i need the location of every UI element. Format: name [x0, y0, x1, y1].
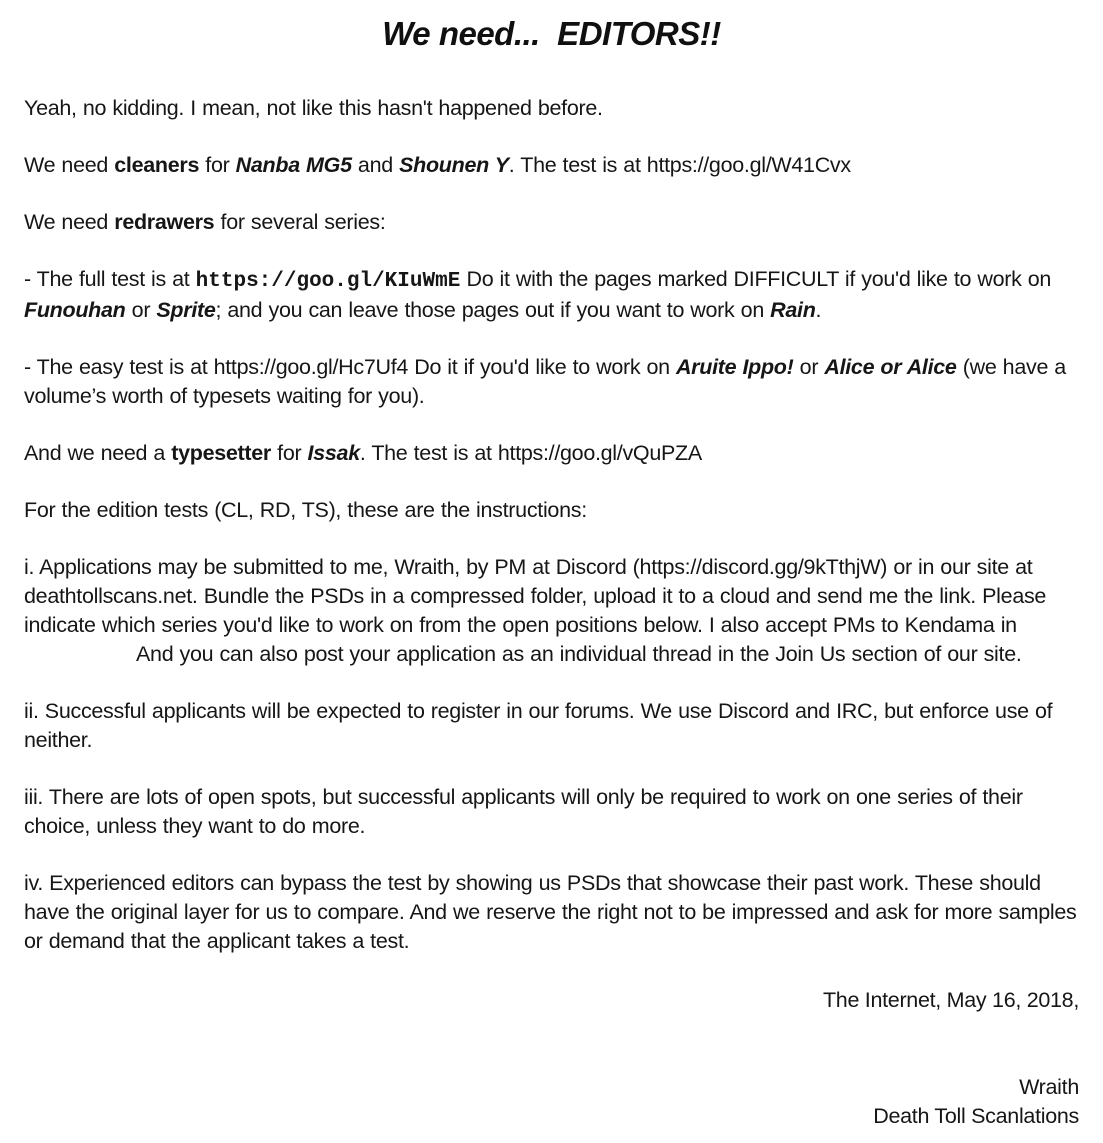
series-title: Alice or Alice [824, 355, 957, 379]
text-segment: i. Applications may be submitted to me, Wraith, by PM at Discord ( [24, 555, 640, 579]
url-text: https://goo.gl/W41Cvx [646, 153, 851, 177]
text-segment: for several series: [214, 210, 386, 234]
text-segment: ) or in our site at deathtollscans.net. Bundle the PSDs in a compressed folder, upload it to a cloud and send me the link. Please indicate which series you'd like to work on from the open positions below. I also accept PMs to Kendama in [24, 555, 1047, 637]
text-segment: iv. Experienced editors can bypass the test by showing us PSDs that showcase their past work. These should have the original layer for us to compare. And we reserve the right not to be impressed and ask for more samples or demand that the applicant takes a test. [24, 871, 1077, 953]
signature-author: Wraith [1019, 1075, 1079, 1099]
text-segment: For the edition tests (CL, RD, TS), these are the instructions: [24, 498, 587, 522]
page-title: We need... EDITORS!! [382, 15, 721, 52]
series-title: Nanba MG5 [235, 153, 352, 177]
text-segment: for [271, 441, 308, 465]
typesetter-needed-paragraph [24, 439, 1079, 468]
url-text: https://goo.gl/vQuPZA [497, 441, 702, 465]
text-segment: And you can also post your application as an individual thread in the Join Us section of our site. [136, 642, 1022, 666]
text-segment: iii. There are lots of open spots, but successful applicants will only be required to work on one series of their choice, unless they want to do more. [24, 785, 1023, 838]
text-segment: (we have a volume’s worth of typesets waiting for you). [24, 355, 1066, 408]
instruction-ii-paragraph [24, 697, 1079, 755]
easy-test-paragraph [24, 353, 1079, 411]
text-segment: Do it with the pages marked DIFFICULT if you'd like to work on [460, 267, 1052, 291]
text-segment: for [199, 153, 236, 177]
text-segment: . The test is at [508, 153, 647, 177]
text-segment: Do it if you'd like to work on [408, 355, 676, 379]
text-segment: . The test is at [359, 441, 498, 465]
series-title: Issak [307, 441, 360, 465]
text-segment: Yeah, no kidding. I mean, not like this hasn't happened before. [24, 96, 603, 120]
intro-paragraph [24, 94, 1079, 123]
instruction-i-paragraph [24, 553, 1079, 669]
role-emphasis: typesetter [171, 441, 271, 465]
cleaners-needed-paragraph [24, 151, 1079, 180]
series-title: Aruite Ippo! [675, 355, 794, 379]
text-segment: or [793, 355, 825, 379]
text-segment: And we need a [24, 441, 172, 465]
series-title: Sprite [156, 298, 216, 322]
text-segment: ii. Successful applicants will be expected to register in our forums. We use Discord and IRC, but enforce use of neither. [24, 699, 1053, 752]
text-segment: . [815, 298, 822, 322]
instructions-intro-paragraph [24, 496, 1079, 525]
role-emphasis: redrawers [114, 210, 215, 234]
text-segment: - The easy test is at [24, 355, 214, 379]
document-body [24, 94, 1079, 956]
instruction-iv-paragraph [24, 869, 1079, 956]
text-segment: ; and you can leave those pages out if you want to work on [215, 298, 771, 322]
full-test-paragraph [24, 265, 1079, 325]
redacted-gap [24, 660, 136, 661]
series-title: Rain [770, 298, 816, 322]
signature-dateline: The Internet, May 16, 2018, [822, 988, 1079, 1012]
text-segment: We need [24, 210, 115, 234]
text-segment: or [125, 298, 157, 322]
signature-block [24, 986, 1079, 1131]
url-text: https://discord.gg/9kTthjW [639, 555, 881, 579]
role-emphasis: cleaners [114, 153, 200, 177]
url-text: https://goo.gl/Hc7Uf4 [213, 355, 409, 379]
redrawers-needed-paragraph [24, 208, 1079, 237]
series-title: Shounen Y [399, 153, 509, 177]
text-segment: We need [24, 153, 115, 177]
series-title: Funouhan [24, 298, 126, 322]
instruction-iii-paragraph [24, 783, 1079, 841]
signature-group: Death Toll Scanlations [873, 1104, 1079, 1128]
url-text: https://goo.gl/KIuWmE [195, 270, 461, 293]
text-segment: and [351, 153, 400, 177]
text-segment: - The full test is at [24, 267, 196, 291]
